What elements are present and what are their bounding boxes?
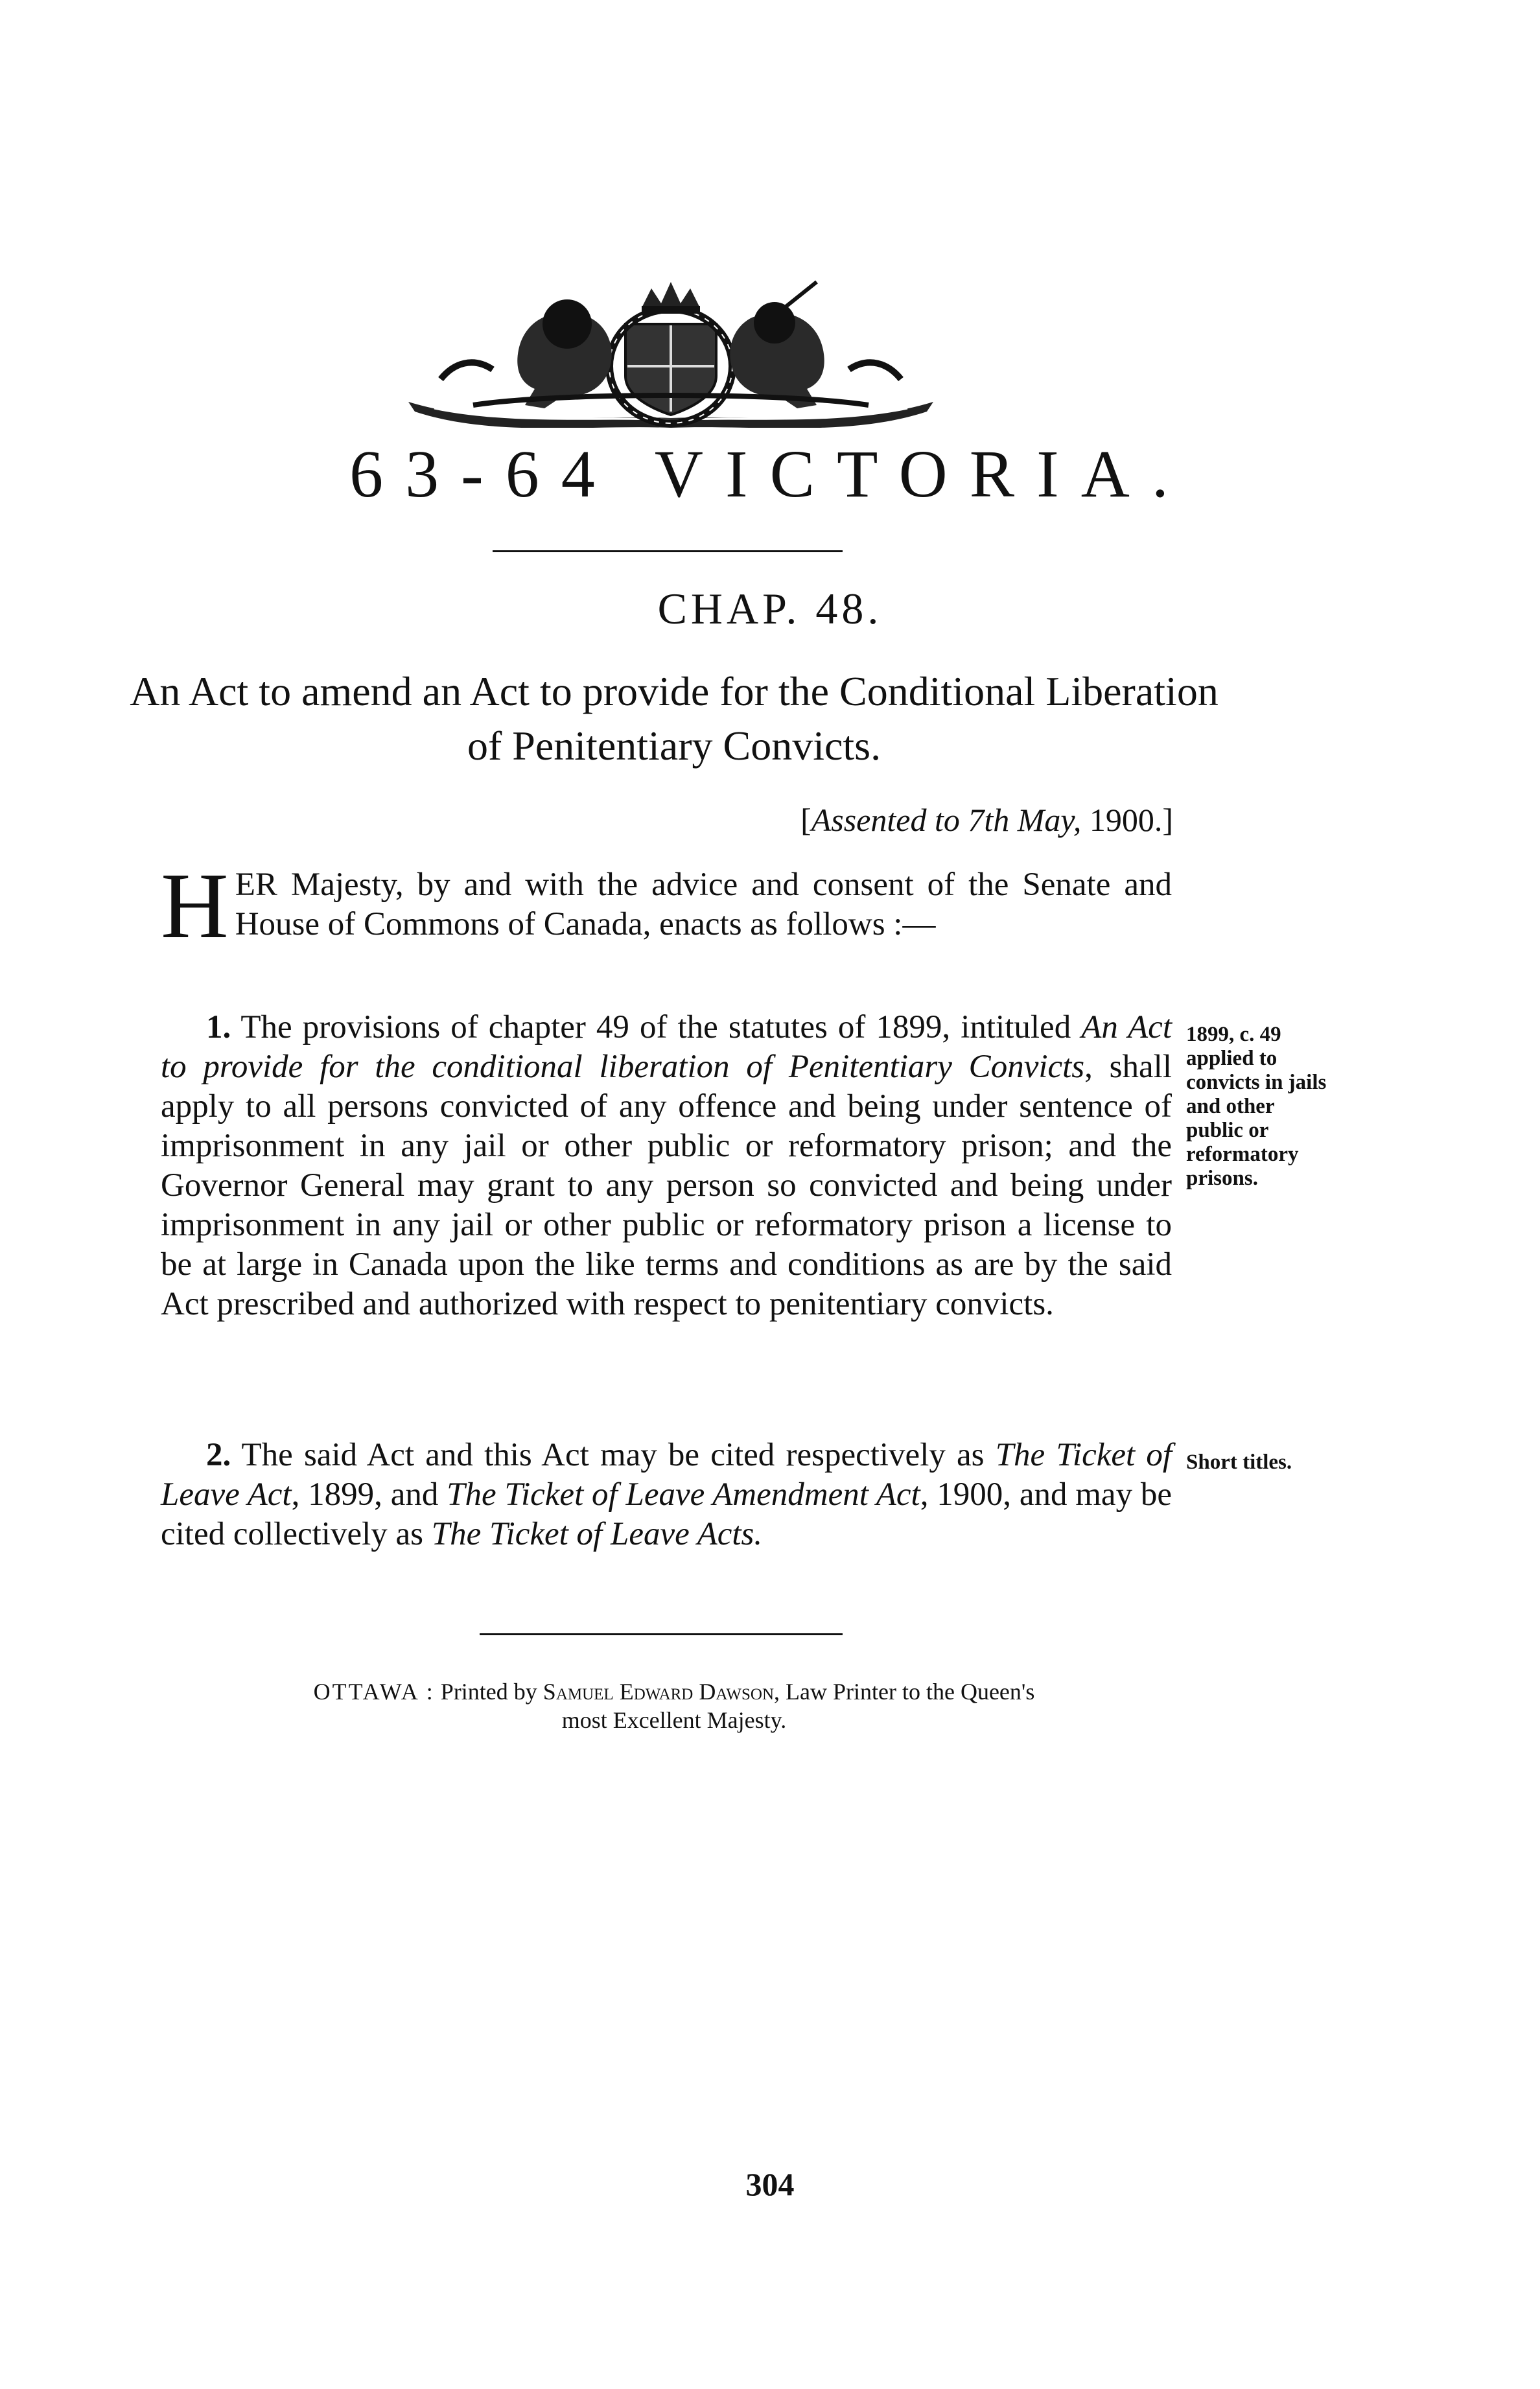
short-title: The Ticket of Leave Acts. <box>431 1516 763 1552</box>
marginal-note-2: Short titles. <box>1186 1451 1292 1474</box>
regnal-year-heading: 63-64 VICTORIA. <box>349 437 1191 511</box>
section-text: The said Act and this Act may be cited respectively as <box>231 1437 996 1473</box>
assent-day: 7th May, <box>968 802 1082 838</box>
printer-imprint <box>156 1677 1193 1734</box>
short-title: The Ticket of Leave Amendment Act <box>447 1476 920 1513</box>
heading-rule <box>493 550 843 552</box>
imprint-text-b: Law Printer to the Queen's <box>786 1679 1035 1705</box>
section-text: The provisions of chapter 49 of the statutes of 1899, intituled <box>231 1009 1082 1045</box>
chapter-number: CHAP. 48. <box>657 584 883 633</box>
imprint-text-c: most Excellent Majesty. <box>561 1707 787 1733</box>
assent-prefix: Assented to <box>811 802 960 838</box>
section-text: , 1899, and <box>291 1476 447 1513</box>
enacting-text: ER Majesty, by and with the advice and consent of the Senate and House of Commons of Canada, enacts as follows :— <box>235 867 1172 942</box>
imprint-place: OTTAWA : <box>313 1679 435 1705</box>
cited-act-title: An Act to provide for the conditional liberation of Penitentiary Convicts <box>161 1009 1172 1085</box>
section-text: , shall apply to all persons convicted of any offence and being under sentence of imprisonment in any jail or other public or reformatory prison; and the Governor General may grant to any person so convicted and being under imprisonment in any jail or other public or reformatory prison a license to be at large in Canada upon the like terms and conditions as are by the said Act prescribed and authorized with respect to penitentiary convicts. <box>161 1049 1172 1322</box>
section-number: 1. <box>206 1009 231 1045</box>
imprint-printer: Samuel Edward Dawson, <box>542 1679 780 1705</box>
assent-year: 1900. <box>1089 802 1163 838</box>
section-1 <box>161 1008 1172 1324</box>
imprint-text-a: Printed by <box>440 1679 537 1705</box>
page-number: 304 <box>745 2166 795 2202</box>
short-title: The Ticket of Leave Act <box>161 1437 1172 1513</box>
imprint-rule <box>480 1633 843 1635</box>
section-2 <box>161 1436 1172 1554</box>
enacting-clause <box>161 854 1172 958</box>
act-title: An Act to amend an Act to provide for the Conditional Liberation of Penitentiary Convicts. <box>130 668 1219 769</box>
marginal-note-1: 1899, c. 49 applied to convicts in jails and other public or reformatory prisons. <box>1186 1023 1327 1190</box>
assent-date: [Assented to 7th May, 1900.] <box>800 802 1173 838</box>
section-number: 2. <box>206 1437 231 1473</box>
section-text: , 1900, and may be cited collectively as <box>161 1476 1172 1552</box>
royal-coat-of-arms <box>395 279 946 428</box>
drop-cap: H <box>161 854 229 958</box>
